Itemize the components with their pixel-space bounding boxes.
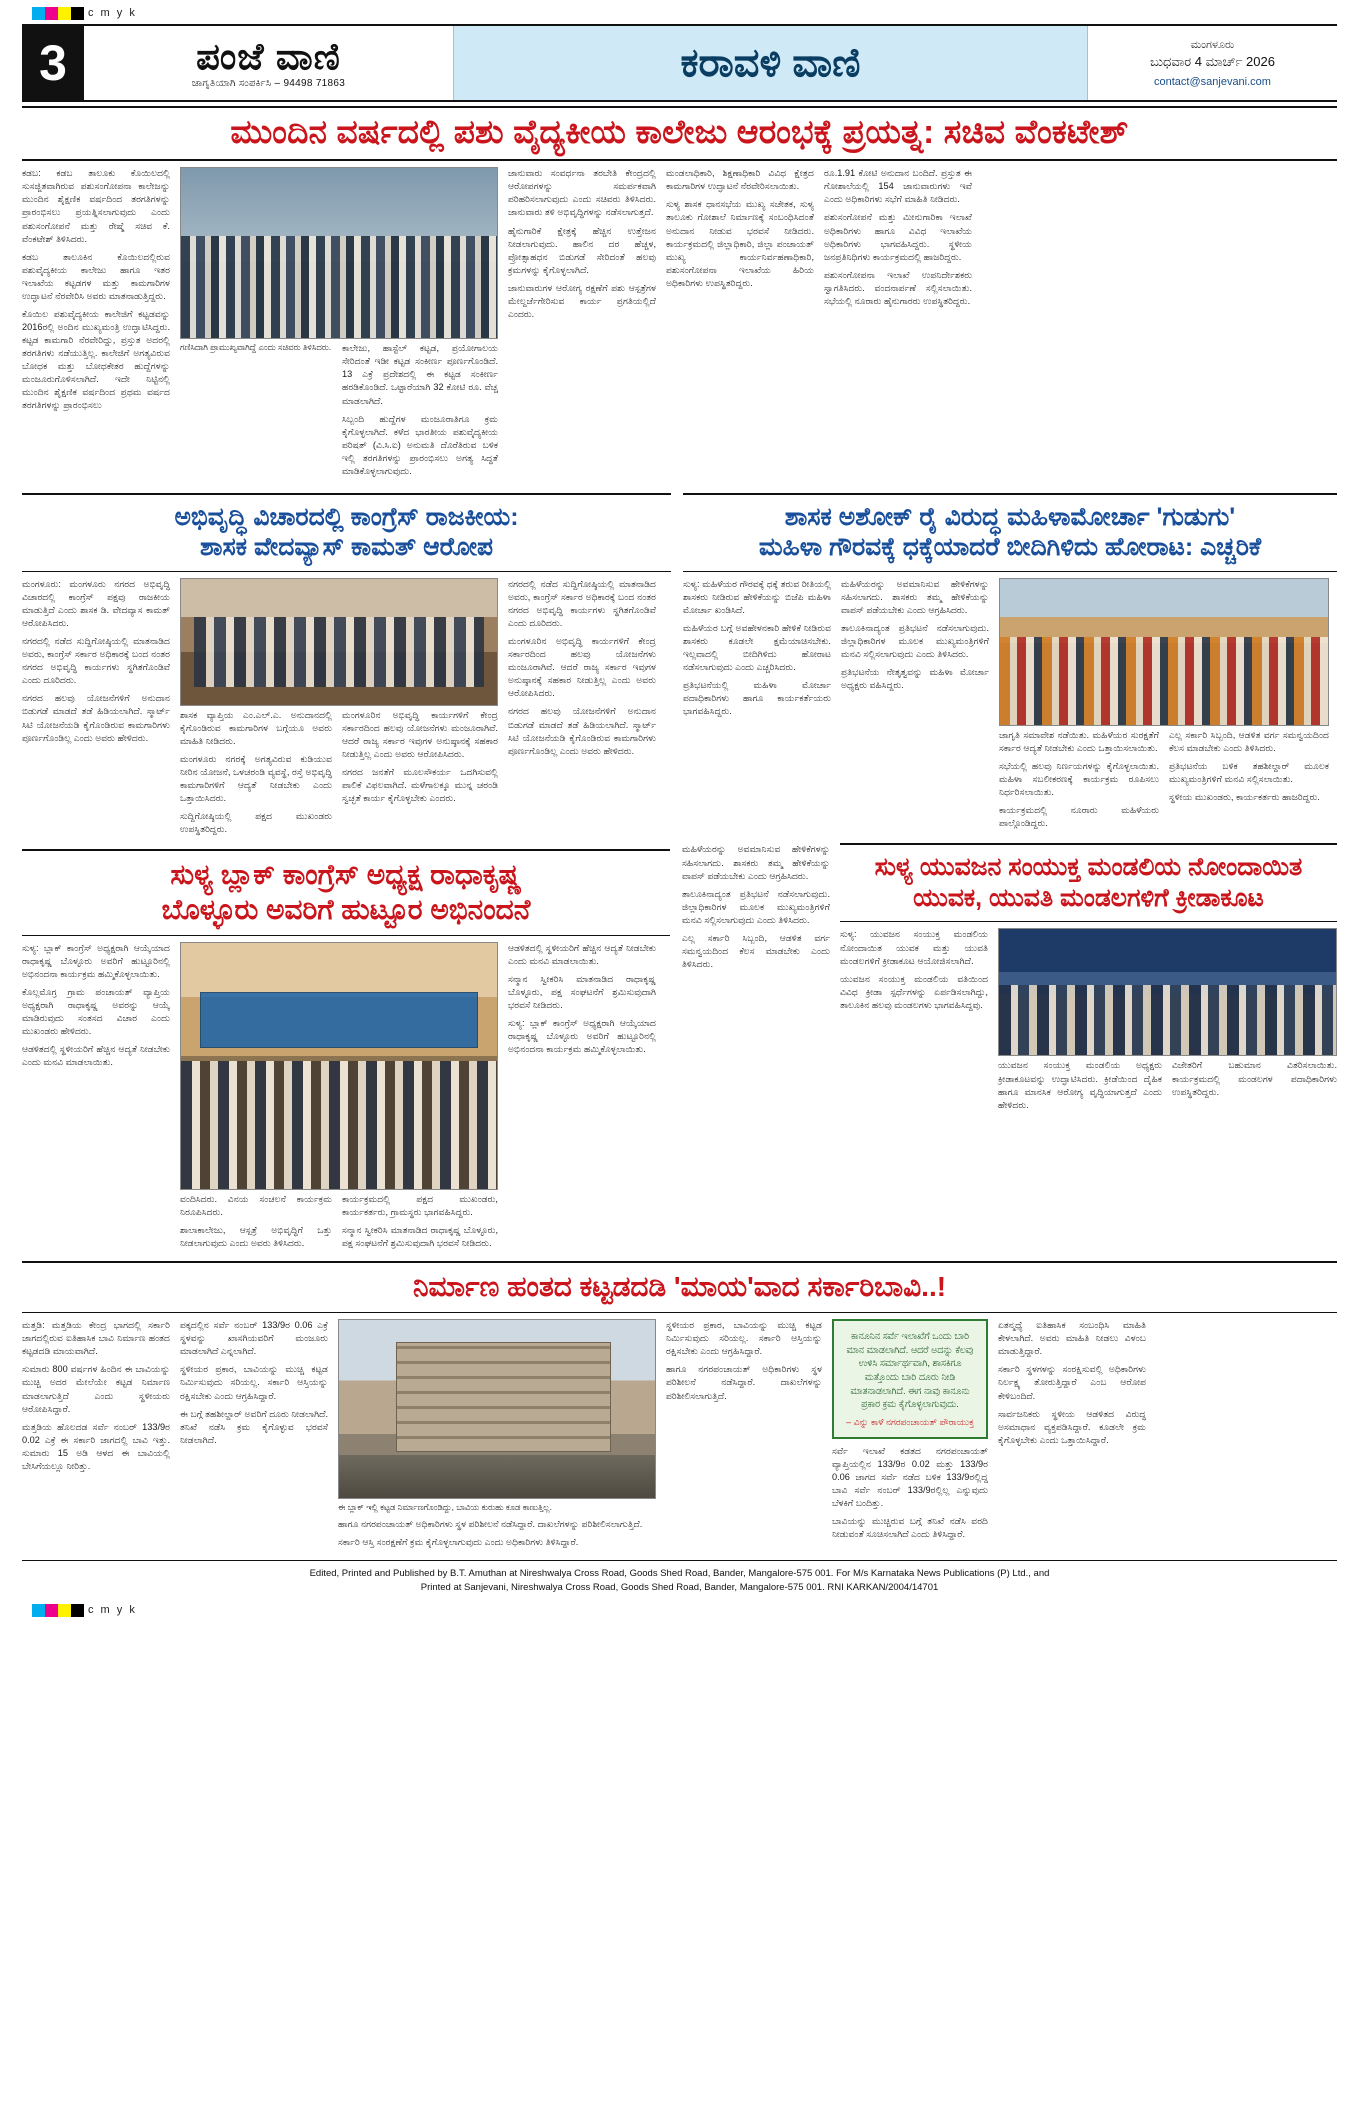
story-para: ಪಕ್ಕದಲ್ಲಿನ ಸರ್ವೆ ನಂಬರ್ 133/9ರ 0.06 ಎಕ್ರೆ ಸ್ಥಳವನ್ನು ಖಾಸಗಿಯವರಿಗೆ ಮಂಜೂರು ಮಾಡಲಾಗಿದೆ ಎನ್ನಲಾಗಿದೆ.	[180, 1320, 328, 1357]
story-para: ಕಾರ್ಯಕ್ರಮದಲ್ಲಿ ನೂರಾರು ಮಹಿಳೆಯರು ಪಾಲ್ಗೊಂಡಿದ್ದರು.	[999, 805, 1159, 829]
story-abhinandane-photo	[180, 942, 498, 1190]
lead-column-1	[22, 167, 170, 483]
story-para: ಮತ್ತಡಿ: ಮತ್ತಡಿಯ ಕೇಂದ್ರ ಭಾಗದಲ್ಲಿ ಸರ್ಕಾರಿ ಜಾಗದಲ್ಲಿರುವ ಐತಿಹಾಸಿಕ ಬಾವಿ ನಿರ್ಮಾಣ ಹಂತದ ಕಟ್ಟಡದಡಿ ಮಾಯವಾಗಿದೆ.	[22, 1320, 170, 1357]
story-para: ಪ್ರತಿಭಟನೆಯ ನೇತೃತ್ವವನ್ನು ಮಹಿಳಾ ಮೋರ್ಚಾ ಅಧ್ಯಕ್ಷರು ವಹಿಸಿದ್ದರು.	[841, 667, 989, 691]
story-para: ಸಭೆಯಲ್ಲಿ ಹಲವು ನಿರ್ಣಯಗಳನ್ನು ಕೈಗೊಳ್ಳಲಾಯಿತು. ಮಹಿಳಾ ಸಬಲೀಕರಣಕ್ಕೆ ಕಾರ್ಯಕ್ರಮ ರೂಪಿಸಲು ನಿರ್ಧರಿಸಲಾಯಿತು.	[999, 761, 1159, 798]
story-para: ಸ್ಥಳೀಯರ ಪ್ರಕಾರ, ಬಾವಿಯನ್ನು ಮುಚ್ಚಿ ಕಟ್ಟಡ ನಿರ್ಮಿಸುವುದು ಸರಿಯಲ್ಲ. ಸರ್ಕಾರಿ ಆಸ್ತಿಯನ್ನು ರಕ್ಷಿಸಬೇಕು ಎಂದು ಆಗ್ರಹಿಸಿದ್ದಾರೆ.	[666, 1320, 822, 1357]
story-para: ತಾಲೂಕಿನಾದ್ಯಂತ ಪ್ರತಿಭಟನೆ ನಡೆಸಲಾಗುವುದು. ಜಿಲ್ಲಾಧಿಕಾರಿಗಳ ಮೂಲಕ ಮುಖ್ಯಮಂತ್ರಿಗಳಿಗೆ ಮನವಿ ಸಲ್ಲಿಸಲಾಗುವುದು ಎಂದು ತಿಳಿಸಿದರು.	[682, 888, 830, 925]
story-para: ಶಾಲಾಕಾಲೇಜು, ಆಸ್ಪತ್ರೆ ಅಭಿವೃದ್ಧಿಗೆ ಒತ್ತು ನೀಡಲಾಗುವುದು ಎಂದು ಅವರು ತಿಳಿಸಿದರು.	[180, 1224, 332, 1248]
story-para: ಕೊಲ್ಲಮೊಗ್ರ ಗ್ರಾಮ ಪಂಚಾಯತ್ ವ್ಯಾಪ್ತಿಯ ಅಧ್ಯಕ್ಷರಾಗಿ ರಾಧಾಕೃಷ್ಣ ಅವರನ್ನು ಆಯ್ಕೆ ಮಾಡಿರುವುದು ಸಂತಸದ ವಿಚಾರ ಎಂದು ಮುಖಂಡರು ಹೇಳಿದರು.	[22, 986, 170, 1037]
lead-headline: ಮುಂದಿನ ವರ್ಷದಲ್ಲಿ ಪಶು ವೈದ್ಯಕೀಯ ಕಾಲೇಜು ಆರಂಭಕ್ಕೆ ಪ್ರಯತ್ನ: ಸಚಿವ ವೆಂಕಟೇಶ್	[230, 113, 1129, 150]
middle-band	[22, 487, 1337, 842]
edition-title-wrap	[681, 41, 861, 86]
story-para: ಸ್ಥಳೀಯ ಮುಖಂಡರು, ಕಾರ್ಯಕರ್ತರು ಹಾಜರಿದ್ದರು.	[1169, 792, 1320, 803]
story-para: ಎಲ್ಲ ಸರ್ಕಾರಿ ಸಿಬ್ಬಂದಿ, ಆಡಳಿತ ವರ್ಗ ಸಮನ್ವಯದಿಂದ ಕೆಲಸ ಮಾಡಬೇಕು ಎಂದು ತಿಳಿಸಿದರು.	[682, 932, 830, 969]
lead-headline-bar	[22, 106, 1337, 161]
story-congress-column-2	[180, 578, 498, 842]
cmyk-swatch-black	[71, 1604, 84, 1617]
cmyk-swatch-cyan	[32, 7, 45, 20]
cmyk-color-bar-bottom	[14, 1597, 1345, 1621]
lead-para: ರೂ.1.91 ಕೋಟಿ ಅನುದಾನ ಬಂದಿದೆ. ಪ್ರಸ್ತುತ ಈ ಗೋಶಾಲೆಯಲ್ಲಿ 154 ಜಾನುವಾರುಗಳು ಇವೆ ಎಂದು ಅಧಿಕಾರಿಗಳು ಸಭೆಗೆ ಮಾಹಿತಿ ನೀಡಿದರು.	[824, 168, 972, 205]
story-well-column-4	[666, 1319, 988, 1553]
cmyk-color-bar-top	[14, 0, 1345, 24]
footer-imprint	[22, 1560, 1337, 1598]
lead-column-4	[666, 167, 814, 483]
story-abhinandane	[22, 843, 670, 1255]
story-abhinandane-headline-line1: ಸುಳ್ಯ ಬ್ಲಾಕ್ ಕಾಂಗ್ರೆಸ್ ಅಧ್ಯಕ್ಷ ರಾಧಾಕೃಷ್ಣ	[170, 859, 522, 891]
contact-email: contact@sanjevani.com	[1154, 75, 1271, 88]
story-para: ಎಲ್ಲ ಸರ್ಕಾರಿ ಸಿಬ್ಬಂದಿ, ಆಡಳಿತ ವರ್ಗ ಸಮನ್ವಯದಿಂದ ಕೆಲಸ ಮಾಡಬೇಕು ಎಂದು ತಿಳಿಸಿದರು.	[1169, 729, 1329, 753]
story-abhinandane-column-3	[508, 942, 656, 1255]
story-mahila-column-3	[999, 578, 1329, 835]
story-yuvajana-main	[840, 843, 1337, 1116]
story-para: ನಗರದ ಹಲವು ಯೋಜನೆಗಳಿಗೆ ಅನುದಾನ ಬಿಡುಗಡೆ ಮಾಡದೆ ತಡೆ ಹಿಡಿಯಲಾಗಿದೆ. ಸ್ಮಾರ್ಟ್ ಸಿಟಿ ಯೋಜನೆಯಡಿ ಕೈಗೊಂಡಿರುವ ಕಾಮಗಾರಿಗಳು ಪೂರ್ಣಗೊಂಡಿಲ್ಲ ಎಂದು ಅವರು ಹೇಳಿದರು.	[508, 706, 656, 756]
story-para: ಪ್ರತಿಭಟನೆಯಲ್ಲಿ ಮಹಿಳಾ ಮೋರ್ಚಾ ಪದಾಧಿಕಾರಿಗಳು ಹಾಗೂ ಕಾರ್ಯಕರ್ತೆಯರು ಭಾಗವಹಿಸಿದ್ದರು.	[683, 680, 831, 717]
lead-photo-group	[180, 167, 498, 339]
story-para: ಸುಳ್ಯ: ಬ್ಲಾಕ್ ಕಾಂಗ್ರೆಸ್ ಅಧ್ಯಕ್ಷರಾಗಿ ಆಯ್ಕೆಯಾದ ರಾಧಾಕೃಷ್ಣ ಬೊಳ್ಳೂರು ಅವರಿಗೆ ಹುಟ್ಟೂರಿನಲ್ಲಿ ಅಭಿನಂದನಾ ಕಾರ್ಯಕ್ರಮ ಹಮ್ಮಿಕೊಳ್ಳಲಾಯಿತು.	[22, 942, 170, 979]
story-para: ಮಹಿಳೆಯರನ್ನು ಅವಮಾನಿಸುವ ಹೇಳಿಕೆಗಳನ್ನು ಸಹಿಸಲಾಗದು. ಶಾಸಕರು ತಮ್ಮ ಹೇಳಿಕೆಯನ್ನು ವಾಪಸ್ ಪಡೆಯಬೇಕು ಎಂದು ಆಗ್ರಹಿಸಿದರು.	[682, 844, 830, 881]
story-para: ಕಾರ್ಯಕ್ರಮದಲ್ಲಿ ಪಕ್ಷದ ಮುಖಂಡರು, ಕಾರ್ಯಕರ್ತರು, ಗ್ರಾಮಸ್ಥರು ಭಾಗವಹಿಸಿದ್ದರು.	[342, 1193, 498, 1217]
story-para: ಯುವಜನ ಸಂಯುಕ್ತ ಮಂಡಲಿಯ ವತಿಯಿಂದ ವಿವಿಧ ಕ್ರೀಡಾ ಸ್ಪರ್ಧೆಗಳನ್ನು ಏರ್ಪಡಿಸಲಾಗಿದ್ದು, ತಾಲೂಕಿನ ಹಲವು ಮಂಡಲಗಳು ಭಾಗವಹಿಸಿದ್ದವು.	[840, 973, 988, 1010]
story-para: ಮತ್ತಡಿಯ ಹೊಲದಡ ಸರ್ವೆ ನಂಬರ್ 133/9ರ 0.02 ಎಕ್ರೆ ಈ ಸರ್ಕಾರಿ ಜಾಗದಲ್ಲಿ ಬಾವಿ ಇತ್ತು. ಸುಮಾರು 15 ಅಡಿ ಆಳದ ಈ ಬಾವಿಯಲ್ಲಿ ಬೇಸಿಗೆಯಲ್ಲೂ ನೀರಿತ್ತು.	[22, 1421, 170, 1471]
story-para: ಸನ್ಮಾನ ಸ್ವೀಕರಿಸಿ ಮಾತನಾಡಿದ ರಾಧಾಕೃಷ್ಣ ಬೊಳ್ಳೂರು, ಪಕ್ಷ ಸಂಘಟನೆಗೆ ಶ್ರಮಿಸುವುದಾಗಿ ಭರವಸೆ ನೀಡಿದರು.	[342, 1224, 498, 1248]
story-para: ಆಡಳಿತದಲ್ಲಿ ಸ್ಥಳೀಯರಿಗೆ ಹೆಚ್ಚಿನ ಆದ್ಯತೆ ನೀಡಬೇಕು ಎಂದು ಮನವಿ ಮಾಡಲಾಯಿತು.	[22, 1044, 170, 1068]
lead-column-5	[824, 167, 972, 483]
publication-logo	[84, 26, 454, 100]
cmyk-swatch-yellow	[58, 1604, 71, 1617]
lead-column-3	[508, 167, 656, 483]
cmyk-swatch-yellow	[58, 7, 71, 20]
story-para: ನಗರದಲ್ಲಿ ನಡೆದ ಸುದ್ದಿಗೋಷ್ಠಿಯಲ್ಲಿ ಮಾತನಾಡಿದ ಅವರು, ಕಾಂಗ್ರೆಸ್ ಸರ್ಕಾರ ಅಧಿಕಾರಕ್ಕೆ ಬಂದ ನಂತರ ನಗರದ ಅಭಿವೃದ್ಧಿ ಕಾರ್ಯಗಳು ಸ್ಥಗಿತಗೊಂಡಿವೆ ಎಂದು ದೂರಿದರು.	[508, 578, 656, 629]
story-para: ವಿಜೇತರಿಗೆ ಬಹುಮಾನ ವಿತರಿಸಲಾಯಿತು. ಕಾರ್ಯಕ್ರಮದಲ್ಲಿ ಮಂಡಲಗಳ ಪದಾಧಿಕಾರಿಗಳು ಉಪಸ್ಥಿತರಿದ್ದರು.	[1172, 1060, 1337, 1097]
story-well-quote-signature: – ವಿನ್ನು ಕಾಳೆ ನಗರಪಂಚಾಯತ್ ಪೌರಾಯುಕ್ತ	[846, 1416, 974, 1427]
story-congress-column-3	[508, 578, 656, 842]
story-para: ಸುದ್ದಿಗೋಷ್ಠಿಯಲ್ಲಿ ಪಕ್ಷದ ಮುಖಂಡರು ಉಪಸ್ಥಿತರಿದ್ದರು.	[180, 811, 332, 835]
story-congress-photo	[180, 578, 498, 706]
story-well-headline	[22, 1261, 1337, 1313]
cmyk-label: c m y k	[88, 7, 137, 19]
lead-para: ಕಡಬ ತಾಲೂಕಿನ ಕೊಯಿಲದಲ್ಲಿರುವ ಪಶುವೈದ್ಯಕೀಯ ಕಾಲೇಜು ಹಾಗೂ ಇತರ ಇಲಾಖೆಯ ಕಟ್ಟಡಗಳ ಮತ್ತು ಕಾಮಗಾರಿಗಳ ಉದ್ಘಾಟನೆ ನೆರವೇರಿಸಿ ಅವರು ಮಾತನಾಡುತ್ತಿದ್ದರು.	[22, 251, 170, 301]
story-para: ಬಾವಿಯನ್ನು ಮುಚ್ಚಿರುವ ಬಗ್ಗೆ ತನಿಖೆ ನಡೆಸಿ ವರದಿ ನೀಡುವಂತೆ ಸೂಚಿಸಲಾಗಿದೆ ಎಂದು ತಿಳಿಸಿದ್ದಾರೆ.	[832, 1516, 988, 1540]
story-para: ಪ್ರತಿಭಟನೆಯ ಬಳಿಕ ತಹಶೀಲ್ದಾರ್ ಮೂಲಕ ಮುಖ್ಯಮಂತ್ರಿಗಳಿಗೆ ಮನವಿ ಸಲ್ಲಿಸಲಾಯಿತು.	[1169, 761, 1329, 785]
cmyk-swatch-magenta	[45, 1604, 58, 1617]
story-abhinandane-column-1	[22, 942, 170, 1255]
story-mahila-morcha	[683, 487, 1337, 842]
story-abhinandane-headline	[22, 849, 670, 935]
story-para: ಸರ್ಕಾರಿ ಸ್ಥಳಗಳನ್ನು ಸಂರಕ್ಷಿಸುವಲ್ಲಿ ಅಧಿಕಾರಿಗಳು ನಿರ್ಲಕ್ಷ್ಯ ತೋರುತ್ತಿದ್ದಾರೆ ಎಂಬ ಆರೋಪ ಕೇಳಿಬಂದಿದೆ.	[998, 1364, 1146, 1401]
lead-para: ಕಾಲೇಜು, ಹಾಸ್ಟೆಲ್ ಕಟ್ಟಡ, ಪ್ರಯೋಗಾಲಯ ಸೇರಿದಂತೆ ಇಡೀ ಕಟ್ಟಡ ಸಂಕೀರ್ಣ ಪೂರ್ಣಗೊಂಡಿದೆ. 13 ಎಕ್ರೆ ಪ್ರದೇಶದಲ್ಲಿ ಈ ಕಟ್ಟಡ ಸಂಕೀರ್ಣ ಹರಡಿಕೊಂಡಿದೆ. ಒಟ್ಟಾರೆಯಾಗಿ 32 ಕೋಟಿ ರೂ. ವೆಚ್ಚ ಮಾಡಲಾಗಿದೆ.	[342, 343, 498, 406]
story-para: ಹಾಗೂ ನಗರಪಂಚಾಯತ್ ಅಧಿಕಾರಿಗಳು ಸ್ಥಳ ಪರಿಶೀಲನೆ ನಡೆಸಿದ್ದಾರೆ. ದಾಖಲೆಗಳನ್ನು ಪರಿಶೀಲಿಸಲಾಗುತ್ತಿದೆ.	[666, 1364, 822, 1401]
story-yuvajana-lead-left	[682, 843, 830, 1116]
story-congress-column-1	[22, 578, 170, 842]
edition-date: ಬುಧವಾರ 4 ಮಾರ್ಚ್ 2026	[1150, 53, 1275, 69]
story-mahila-headline-line2: ಮಹಿಳಾ ಗೌರವಕ್ಕೆ ಧಕ್ಕೆಯಾದರೆ ಬೀದಿಗಿಳಿದು ಹೋರಾಟ: ಎಚ್ಚರಿಕೆ	[758, 533, 1262, 562]
story-para: ಸುಮಾರು 800 ವರ್ಷಗಳ ಹಿಂದಿನ ಈ ಬಾವಿಯನ್ನು ಮುಚ್ಚಿ ಅದರ ಮೇಲೆಯೇ ಕಟ್ಟಡ ನಿರ್ಮಾಣ ಮಾಡಲಾಗುತ್ತಿದೆ ಎಂದು ಸ್ಥಳೀಯರು ಆರೋಪಿಸಿದ್ದಾರೆ.	[22, 1364, 170, 1414]
lead-para: ಸಿಬ್ಬಂದಿ ಹುದ್ದೆಗಳ ಮಂಜೂರಾತಿಗೂ ಕ್ರಮ ಕೈಗೊಳ್ಳಲಾಗಿದೆ. ಕಳೆದ ಭಾರತೀಯ ಪಶುವೈದ್ಯಕೀಯ ಪರಿಷತ್ (ವಿ.ಸಿ.ಐ) ಅನುಮತಿ ದೊರೆತಿರುವ ಬಳಿಕ ಇಲ್ಲಿ ತರಗತಿಗಳನ್ನು ಪ್ರಾರಂಭಿಸಲು ಅಗತ್ಯ ಸಿದ್ಧತೆ ಮಾಡಿಕೊಳ್ಳಲಾಗುವುದು.	[342, 413, 498, 476]
story-well-photo	[338, 1319, 656, 1499]
story-para: ಮಂಗಳೂರಿನ ಅಭಿವೃದ್ಧಿ ಕಾರ್ಯಗಳಿಗೆ ಕೇಂದ್ರ ಸರ್ಕಾರದಿಂದ ಹಲವು ಯೋಜನೆಗಳು ಮಂಜೂರಾಗಿವೆ. ಆದರೆ ರಾಜ್ಯ ಸರ್ಕಾರ ಇವುಗಳ ಅನುಷ್ಠಾನಕ್ಕೆ ಸಹಕಾರ ನೀಡುತ್ತಿಲ್ಲ ಎಂದು ಅವರು ಆರೋಪಿಸಿದರು.	[342, 709, 498, 760]
story-well-quote-box	[832, 1319, 988, 1439]
story-para: ಈ ಬಗ್ಗೆ ತಹಶೀಲ್ದಾರ್ ಅವರಿಗೆ ದೂರು ನೀಡಲಾಗಿದೆ. ತನಿಖೆ ನಡೆಸಿ ಕ್ರಮ ಕೈಗೊಳ್ಳುವ ಭರವಸೆ ನೀಡಲಾಗಿದೆ.	[180, 1408, 329, 1445]
lead-column-2	[180, 167, 498, 483]
story-well-column-2	[180, 1319, 328, 1553]
story-mahila-column-1	[683, 578, 831, 835]
publication-tagline: ಜಾಗೃತಿಯಾಗಿ ಸಂಪರ್ಕಿಸಿ – 94498 71863	[191, 77, 346, 89]
story-well-photo-caption: ಈ ಬ್ಲಾಕ್ ಇಲ್ಲಿ ಕಟ್ಟಡ ನಿರ್ಮಾಣಗೊಂಡಿದ್ದು, ಬಾವಿಯ ಕುರುಹು ಕೂಡ ಕಾಣುತ್ತಿಲ್ಲ.	[338, 1502, 552, 1513]
story-para: ಆಡಳಿತದಲ್ಲಿ ಸ್ಥಳೀಯರಿಗೆ ಹೆಚ್ಚಿನ ಆದ್ಯತೆ ನೀಡಬೇಕು ಎಂದು ಮನವಿ ಮಾಡಲಾಯಿತು.	[508, 942, 656, 966]
story-yuvajana-photo	[998, 928, 1337, 1056]
story-yuvajana-column-1	[840, 928, 988, 1116]
masthead-meta	[1087, 26, 1337, 100]
lead-para: ಕೊಯಿಲ ಪಶುವೈದ್ಯಕೀಯ ಕಾಲೇಜಿಗೆ ಕಟ್ಟಡವನ್ನು 2016ರಲ್ಲಿ ಅಂದಿನ ಮುಖ್ಯಮಂತ್ರಿ ಉದ್ಘಾಟಿಸಿದ್ದರು. ಕಟ್ಟಡ ಕಾಮಗಾರಿ ನೆರವೇರಿದ್ದು, ಪ್ರಸ್ತುತ ಅದರಲ್ಲಿ ತರಗತಿಗಳು ನಡೆಯುತ್ತಿಲ್ಲ. ಕಾಲೇಜಿಗೆ ಅಗತ್ಯವಿರುವ ಬೋಧಕ ಮತ್ತು ಬೋಧಕೇತರ ಹುದ್ದೆಗಳನ್ನು ಮಂಜೂರುಗೊಳಿಸಲಾಗಿದೆ. ಇದೇ ನಿಟ್ಟಿನಲ್ಲಿ ಮುಂದಿನ ಶೈಕ್ಷಣಿಕ ವರ್ಷದಿಂದ ಪ್ರಥಮ ವರ್ಷದ ತರಗತಿಗಳನ್ನು ಪ್ರಾರಂಭಿಸಲು	[22, 308, 170, 411]
story-yuvajana-column-2	[998, 928, 1337, 1116]
story-well-column-3	[338, 1319, 656, 1553]
story-para: ಸುಳ್ಯ: ಮಹಿಳೆಯರ ಗೌರವಕ್ಕೆ ಧಕ್ಕೆ ತರುವ ರೀತಿಯಲ್ಲಿ ಶಾಸಕರು ನೀಡಿರುವ ಹೇಳಿಕೆಯನ್ನು ಬಿಜೆಪಿ ಮಹಿಳಾ ಮೋರ್ಚಾ ಖಂಡಿಸಿದೆ.	[683, 578, 831, 616]
edition-title: ಕರಾವಳಿ ವಾಣಿ	[680, 40, 861, 85]
publication-name: ಪಂಜೆ ವಾಣಿ	[196, 35, 341, 77]
cmyk-swatch-cyan	[32, 1604, 45, 1617]
publication-name-wrap	[196, 35, 341, 77]
lead-photo-caption: ಗಣಿಸಿದಾಗಿ ಪ್ರಾಮುಖ್ಯವಾಗಿದ್ದೆ ಎಂದು ಸಚಿವರು ತಿಳಿಸಿದರು.	[180, 342, 332, 353]
lead-para: ಜಾನುವಾರುಗಳ ಆರೋಗ್ಯ ರಕ್ಷಣೆಗೆ ಪಶು ಆಸ್ಪತ್ರೆಗಳ ಮೇಲ್ದರ್ಜೆಗೇರಿಸುವ ಕಾರ್ಯ ಪ್ರಗತಿಯಲ್ಲಿದೆ ಎಂದರು.	[508, 282, 656, 319]
story-para: ಮಂಗಳೂರಿನ ಅಭಿವೃದ್ಧಿ ಕಾರ್ಯಗಳಿಗೆ ಕೇಂದ್ರ ಸರ್ಕಾರದಿಂದ ಹಲವು ಯೋಜನೆಗಳು ಮಂಜೂರಾಗಿವೆ. ಆದರೆ ರಾಜ್ಯ ಸರ್ಕಾರ ಇವುಗಳ ಅನುಷ್ಠಾನಕ್ಕೆ ಸಹಕಾರ ನೀಡುತ್ತಿಲ್ಲ ಎಂದು ಅವರು ಆರೋಪಿಸಿದರು.	[508, 636, 656, 699]
story-para: ಸಾರ್ವಜನಿಕರು ಸ್ಥಳೀಯ ಆಡಳಿತದ ವಿರುದ್ಧ ಅಸಮಾಧಾನ ವ್ಯಕ್ತಪಡಿಸಿದ್ದಾರೆ. ಕೂಡಲೇ ಕ್ರಮ ಕೈಗೊಳ್ಳಬೇಕು ಎಂದು ಒತ್ತಾಯಿಸಿದ್ದಾರೆ.	[998, 1408, 1146, 1445]
story-well-quote-text: ಕಾನೂನಿನ ಸರ್ವೆ ಇಲಾಖೆಗೆ ಒಂದು ಬಾರಿ ಮಾನ ಮಾಡಲಾಗಿದೆ. ಆದರೆ ಅದನ್ನು ಕೆಲವು ಉಳಿಸಿ ಸರ್ಮಾರ್ಥವಾಗಿ, ಶಾಸಕಿಗೂ ಮತ್ತೊಂದು ಬಾರಿ ದೂರು ನೀಡಿ ಮಾತನಾಡಲಾಗಿದೆ. ಈಗ ನಾವು ಕಾನೂನು ಪ್ರಕಾರ ಕ್ರಮ ಕೈಗೊಳ್ಳಲಾಗುವುದು.	[846, 1330, 974, 1410]
footer-line-1: Edited, Printed and Published by B.T. Amuthan at Nireshwalya Cross Road, Goods Shed Road, Bander, Mangalore-575 001. For M/s Karnataka News Publications (P) Ltd., and	[309, 1567, 1050, 1579]
story-congress-headline-line2: ಶಾಸಕ ವೇದವ್ಯಾಸ್ ಕಾಮತ್ ಆರೋಪ	[199, 533, 494, 562]
story-abhinandane-column-2	[180, 942, 498, 1255]
page-number: 3	[22, 26, 84, 100]
story-para: ಜಾಗೃತಿ ಸಮಾವೇಶ ನಡೆಯಿತು. ಮಹಿಳೆಯರ ಸುರಕ್ಷತೆಗೆ ಸರ್ಕಾರ ಆದ್ಯತೆ ನೀಡಬೇಕು ಎಂದು ಒತ್ತಾಯಿಸಲಾಯಿತು.	[999, 729, 1159, 753]
story-para: ತಾಲೂಕಿನಾದ್ಯಂತ ಪ್ರತಿಭಟನೆ ನಡೆಸಲಾಗುವುದು. ಜಿಲ್ಲಾಧಿಕಾರಿಗಳ ಮೂಲಕ ಮುಖ್ಯಮಂತ್ರಿಗಳಿಗೆ ಮನವಿ ಸಲ್ಲಿಸಲಾಗುವುದು ಎಂದು ತಿಳಿಸಿದರು.	[841, 623, 989, 660]
story-well-headline-text: ನಿರ್ಮಾಣ ಹಂತದ ಕಟ್ಟಡದಡಿ 'ಮಾಯ'ವಾದ ಸರ್ಕಾರಿಬಾವಿ..!	[412, 1271, 947, 1303]
story-yuvajana-headline-line1: ಸುಳ್ಯ ಯುವಜನ ಸಂಯುಕ್ತ ಮಂಡಲಿಯ ನೋಂದಾಯಿತ	[874, 853, 1303, 882]
cmyk-swatch-black	[71, 7, 84, 20]
story-mahila-column-2	[841, 578, 989, 835]
lead-story	[22, 167, 1337, 483]
story-mahila-headline-line1: ಶಾಸಕ ಅಶೋಕ್ ರೈ ವಿರುದ್ಧ ಮಹಿಳಾಮೋರ್ಚಾ 'ಗುಡುಗು'	[784, 502, 1236, 531]
story-mahila-photo	[999, 578, 1329, 726]
lead-para: ಸುಳ್ಯ ಶಾಸಕ ಧಾನಸಭೆಯ ಮುಖ್ಯ ಸಚೇತಕ, ಸುಳ್ಯ ತಾಲೂಕು ಗೋಶಾಲೆ ನಿರ್ಮಾಣಕ್ಕೆ ಸಂಬಂಧಿಸಿದಂತೆ ಅನುದಾನ ನೀಡುವ ಭರವಸೆ ನೀಡಿದರು. ಕಾರ್ಯಕ್ರಮದಲ್ಲಿ ಜಿಲ್ಲಾಧಿಕಾರಿ, ಜಿಲ್ಲಾ ಪಂಚಾಯತ್ ಮುಖ್ಯ ಕಾರ್ಯನಿರ್ವಹಣಾಧಿಕಾರಿ, ಪಶುಸಂಗೋಪನಾ ಇಲಾಖೆಯ ಹಿರಿಯ ಅಧಿಕಾರಿಗಳು ಉಪಸ್ಥಿತರಿದ್ದರು.	[666, 199, 814, 288]
story-para: ಶಾಸಕ ವ್ಯಾಪ್ತಿಯ ಎಂ.ಎಲ್.ಎ. ಅನುದಾನದಲ್ಲಿ ಕೈಗೊಂಡಿರುವ ಕಾಮಗಾರಿಗಳ ಬಗ್ಗೆಯೂ ಅವರು ಮಾಹಿತಿ ನೀಡಿದರು.	[180, 709, 332, 747]
lead-para: ಜಾನುವಾರು ಸಂವರ್ಧನಾ ತರಬೇತಿ ಕೇಂದ್ರದಲ್ಲಿ ಆರೋಪಗಳನ್ನು ಸಮರ್ಪಕವಾಗಿ ಪರಿಹರಿಸಲಾಗುವುದು ಎಂದು ಸಚಿವರು ತಿಳಿಸಿದರು. ಜಾನುವಾರು ತಳಿ ಅಭಿವೃದ್ಧಿಗಳನ್ನು ನಡೆಸಲಾಗುತ್ತದೆ.	[508, 168, 656, 218]
lead-para: ಪಶುಸಂಗೋಪನಾ ಇಲಾಖೆ ಉಪನಿರ್ದೇಶಕರು ಸ್ವಾಗತಿಸಿದರು. ವಂದನಾರ್ಪಣೆ ಸಲ್ಲಿಸಲಾಯಿತು. ಸಭೆಯಲ್ಲಿ ನೂರಾರು ಹೈನುಗಾರರು ಉಪಸ್ಥಿತರಿದ್ದರು.	[824, 269, 972, 306]
cmyk-swatch-magenta	[45, 7, 58, 20]
story-para: ನಗರದ ಜನತೆಗೆ ಮೂಲಸೌಕರ್ಯ ಒದಗಿಸುವಲ್ಲಿ ಪಾಲಿಕೆ ವಿಫಲವಾಗಿದೆ. ಮಳೆಗಾಲಕ್ಕೂ ಮುನ್ನ ಚರಂಡಿ ಸ್ವಚ್ಛತೆ ಕಾರ್ಯ ಕೈಗೊಳ್ಳಬೇಕು ಎಂದರು.	[342, 767, 498, 804]
story-para: ಮಂಗಳೂರು ನಗರಕ್ಕೆ ಅಗತ್ಯವಿರುವ ಕುಡಿಯುವ ನೀರಿನ ಯೋಜನೆ, ಒಳಚರಂಡಿ ವ್ಯವಸ್ಥೆ, ರಸ್ತೆ ಅಭಿವೃದ್ಧಿ ಕಾಮಗಾರಿಗಳಿಗೆ ಆದ್ಯತೆ ನೀಡಬೇಕು ಎಂದು ಒತ್ತಾಯಿಸಿದರು.	[180, 754, 332, 804]
footer-line-2: Printed at Sanjevani, Nireshwalya Cross Road, Goods Shed Road, Bander, Mangalore-575 001. RNI KARKAN/2004/14701	[420, 1581, 939, 1593]
story-mahila-headline	[683, 493, 1337, 572]
lead-para: ಹೈನುಗಾರಿಕೆ ಕ್ಷೇತ್ರಕ್ಕೆ ಹೆಚ್ಚಿನ ಉತ್ತೇಜನ ನೀಡಲಾಗುವುದು. ಹಾಲಿನ ದರ ಹೆಚ್ಚಳ, ಪ್ರೋತ್ಸಾಹಧನ ಬಿಡುಗಡೆ ಸೇರಿದಂತೆ ಹಲವು ಕ್ರಮಗಳನ್ನು ಕೈಗೊಳ್ಳಲಾಗಿದೆ.	[508, 225, 656, 275]
lead-para: ಕಡಬ: ಕಡಬ ತಾಲೂಕು ಕೊಯಿಲದಲ್ಲಿ ಸುಸಜ್ಜಿತವಾಗಿರುವ ಪಶುಸಂಗೋಪನಾ ಕಾಲೇಜನ್ನು ಮುಂದಿನ ಶೈಕ್ಷಣಿಕ ವರ್ಷದಿಂದ ತರಗತಿಗಳನ್ನು ಪ್ರಾರಂಭಿಸಲು ಪ್ರಯತ್ನಿಸಲಾಗುವುದು ಎಂದು ಪಶುಸಂಗೋಪನೆ ಮತ್ತು ರೇಷ್ಮೆ ಸಚಿವ ಕೆ. ವೆಂಕಟೇಶ್ ತಿಳಿಸಿದರು.	[22, 168, 170, 244]
story-congress-headline	[22, 493, 671, 572]
story-congress	[22, 487, 671, 842]
story-yuvajana	[682, 843, 1337, 1255]
story-para: ಸರ್ಕಾರಿ ಆಸ್ತಿ ಸಂರಕ್ಷಣೆಗೆ ಕ್ರಮ ಕೈಗೊಳ್ಳಲಾಗುವುದು ಎಂದು ಅಧಿಕಾರಿಗಳು ತಿಳಿಸಿದ್ದಾರೆ.	[338, 1536, 579, 1547]
story-para: ಸನ್ಮಾನ ಸ್ವೀಕರಿಸಿ ಮಾತನಾಡಿದ ರಾಧಾಕೃಷ್ಣ ಬೊಳ್ಳೂರು, ಪಕ್ಷ ಸಂಘಟನೆಗೆ ಶ್ರಮಿಸುವುದಾಗಿ ಭರವಸೆ ನೀಡಿದರು.	[508, 973, 656, 1011]
story-para: ಹಾಗೂ ನಗರಪಂಚಾಯತ್ ಅಧಿಕಾರಿಗಳು ಸ್ಥಳ ಪರಿಶೀಲನೆ ನಡೆಸಿದ್ದಾರೆ. ದಾಖಲೆಗಳನ್ನು ಪರಿಶೀಲಿಸಲಾಗುತ್ತಿದೆ.	[338, 1518, 643, 1529]
story-para: ವಂದಿಸಿದರು. ವಿನಯ ಸಂಚಲನೆ ಕಾರ್ಯಕ್ರಮ ನಿರೂಪಿಸಿದರು.	[180, 1193, 332, 1217]
story-para: ಸುಳ್ಯ: ಯುವಜನ ಸಂಯುಕ್ತ ಮಂಡಲಿಯ ನೋಂದಾಯಿತ ಯುವಕ ಮತ್ತು ಯುವತಿ ಮಂಡಲಗಳಿಗೆ ಕ್ರೀಡಾಕೂಟ ಆಯೋಜಿಸಲಾಗಿದೆ.	[840, 929, 988, 966]
third-band	[22, 843, 1337, 1255]
cmyk-label: c m y k	[88, 1604, 137, 1617]
story-para: ಸ್ಥಳೀಯರ ಪ್ರಕಾರ, ಬಾವಿಯನ್ನು ಮುಚ್ಚಿ ಕಟ್ಟಡ ನಿರ್ಮಿಸುವುದು ಸರಿಯಲ್ಲ. ಸರ್ಕಾರಿ ಆಸ್ತಿಯನ್ನು ರಕ್ಷಿಸಬೇಕು ಎಂದು ಆಗ್ರಹಿಸಿದ್ದಾರೆ.	[180, 1364, 328, 1401]
edition-banner	[454, 26, 1087, 100]
story-para: ಮಂಗಳೂರು: ಮಂಗಳೂರು ನಗರದ ಅಭಿವೃದ್ಧಿ ವಿಚಾರದಲ್ಲಿ ಕಾಂಗ್ರೆಸ್ ಪಕ್ಷವು ರಾಜಕೀಯ ಮಾಡುತ್ತಿದೆ ಎಂದು ಶಾಸಕ ಡಿ. ವೇದವ್ಯಾಸ ಕಾಮತ್ ಆರೋಪಿಸಿದರು.	[22, 578, 170, 629]
story-yuvajana-headline-line2: ಯುವಕ, ಯುವತಿ ಮಂಡಲಗಳಿಗೆ ಕ್ರೀಡಾಕೂಟ	[913, 883, 1264, 912]
story-abhinandane-headline-line2: ಬೊಳ್ಳೂರು ಅವರಿಗೆ ಹುಟ್ಟೂರ ಅಭಿನಂದನೆ	[161, 893, 531, 925]
story-well-column-1	[22, 1319, 170, 1553]
story-para: ಏತನ್ಮಧ್ಯೆ ಐತಿಹಾಸಿಕ ಸಂಬಂಧಿಸಿ ಮಾಹಿತಿ ಕೇಳಲಾಗಿದೆ. ಅವರು ಮಾಹಿತಿ ನೀಡಲು ವಿಳಂಬ ಮಾಡುತ್ತಿದ್ದಾರೆ.	[998, 1320, 1146, 1357]
story-para: ಸುಳ್ಯ: ಬ್ಲಾಕ್ ಕಾಂಗ್ರೆಸ್ ಅಧ್ಯಕ್ಷರಾಗಿ ಆಯ್ಕೆಯಾದ ರಾಧಾಕೃಷ್ಣ ಬೊಳ್ಳೂರು ಅವರಿಗೆ ಹುಟ್ಟೂರಿನಲ್ಲಿ ಅಭಿನಂದನಾ ಕಾರ್ಯಕ್ರಮ ಹಮ್ಮಿಕೊಳ್ಳಲಾಯಿತು.	[508, 1018, 656, 1055]
story-congress-headline-line1: ಅಭಿವೃದ್ಧಿ ವಿಚಾರದಲ್ಲಿ ಕಾಂಗ್ರೆಸ್ ರಾಜಕೀಯ:	[174, 502, 519, 531]
lead-para: ಮಂಡಲಾಧಿಕಾರಿ, ಶಿಕ್ಷಣಾಧಿಕಾರಿ ವಿವಿಧ ಕ್ಷೇತ್ರದ ಕಾಮಗಾರಿಗಳ ಉದ್ಘಾಟನೆ ನೆರವೇರಿಸಲಾಯಿತು.	[666, 168, 814, 192]
story-yuvajana-headline	[840, 843, 1337, 922]
story-para: ಯುವಜನ ಸಂಯುಕ್ತ ಮಂಡಲಿಯ ಅಧ್ಯಕ್ಷರು ಕ್ರೀಡಾಕೂಟವನ್ನು ಉದ್ಘಾಟಿಸಿದರು. ಕ್ರೀಡೆಯಿಂದ ದೈಹಿಕ ಹಾಗೂ ಮಾನಸಿಕ ಆರೋಗ್ಯ ವೃದ್ಧಿಯಾಗುತ್ತದೆ ಎಂದು ಹೇಳಿದರು.	[998, 1060, 1162, 1110]
story-para: ಮಹಿಳೆಯರನ್ನು ಅವಮಾನಿಸುವ ಹೇಳಿಕೆಗಳನ್ನು ಸಹಿಸಲಾಗದು. ಶಾಸಕರು ತಮ್ಮ ಹೇಳಿಕೆಯನ್ನು ವಾಪಸ್ ಪಡೆಯಬೇಕು ಎಂದು ಆಗ್ರಹಿಸಿದರು.	[841, 578, 989, 616]
story-well	[22, 1261, 1337, 1554]
lead-para: ಪಶುಸಂಗೋಪನೆ ಮತ್ತು ಮೀನುಗಾರಿಕಾ ಇಲಾಖೆ ಅಧಿಕಾರಿಗಳು ಹಾಗೂ ವಿವಿಧ ಇಲಾಖೆಯ ಅಧಿಕಾರಿಗಳು ಭಾಗವಹಿಸಿದ್ದರು. ಸ್ಥಳೀಯ ಜನಪ್ರತಿನಿಧಿಗಳು ಕಾರ್ಯಕ್ರಮದಲ್ಲಿ ಹಾಜರಿದ್ದರು.	[824, 212, 972, 262]
story-para: ಸರ್ವೆ ಇಲಾಖೆ ಕಡತದ ನಗರಪಂಚಾಯತ್ ವ್ಯಾಪ್ತಿಯಲ್ಲಿನ 133/9ರ 0.02 ಮತ್ತು 133/9ರ 0.06 ಜಾಗದ ಸರ್ವೆ ನಡೆದ ಬಳಿಕ 133/9ರಲ್ಲಿದ್ದ ಬಾವಿ ಸರ್ವೆ ನಂಬರ್ 133/9ರಲ್ಲಿಲ್ಲ ಎನ್ನುವುದು ಬೆಳಕಿಗೆ ಬಂದಿತ್ತು.	[832, 1446, 988, 1509]
story-well-column-5	[998, 1319, 1146, 1553]
story-para: ನಗರದಲ್ಲಿ ನಡೆದ ಸುದ್ದಿಗೋಷ್ಠಿಯಲ್ಲಿ ಮಾತನಾಡಿದ ಅವರು, ಕಾಂಗ್ರೆಸ್ ಸರ್ಕಾರ ಅಧಿಕಾರಕ್ಕೆ ಬಂದ ನಂತರ ನಗರದ ಅಭಿವೃದ್ಧಿ ಕಾರ್ಯಗಳು ಸ್ಥಗಿತಗೊಂಡಿವೆ ಎಂದು ದೂರಿದರು.	[22, 636, 170, 686]
edition-city: ಮಂಗಳೂರು	[1190, 38, 1235, 51]
story-para: ನಗರದ ಹಲವು ಯೋಜನೆಗಳಿಗೆ ಅನುದಾನ ಬಿಡುಗಡೆ ಮಾಡದೆ ತಡೆ ಹಿಡಿಯಲಾಗಿದೆ. ಸ್ಮಾರ್ಟ್ ಸಿಟಿ ಯೋಜನೆಯಡಿ ಕೈಗೊಂಡಿರುವ ಕಾಮಗಾರಿಗಳು ಪೂರ್ಣಗೊಂಡಿಲ್ಲ ಎಂದು ಅವರು ಹೇಳಿದರು.	[22, 693, 170, 743]
story-well-quote-wrap	[832, 1319, 988, 1546]
story-para: ಮಹಿಳೆಯರ ಬಗ್ಗೆ ಅವಹೇಳನಕಾರಿ ಹೇಳಿಕೆ ನೀಡಿರುವ ಶಾಸಕರು ಕೂಡಲೇ ಕ್ಷಮೆಯಾಚಿಸಬೇಕು. ಇಲ್ಲವಾದಲ್ಲಿ ಬೀದಿಗಿಳಿದು ಹೋರಾಟ ನಡೆಸಲಾಗುವುದು ಎಂದು ಎಚ್ಚರಿಸಿದರು.	[683, 623, 831, 673]
masthead	[22, 24, 1337, 102]
story-well-column-4a	[666, 1319, 822, 1546]
